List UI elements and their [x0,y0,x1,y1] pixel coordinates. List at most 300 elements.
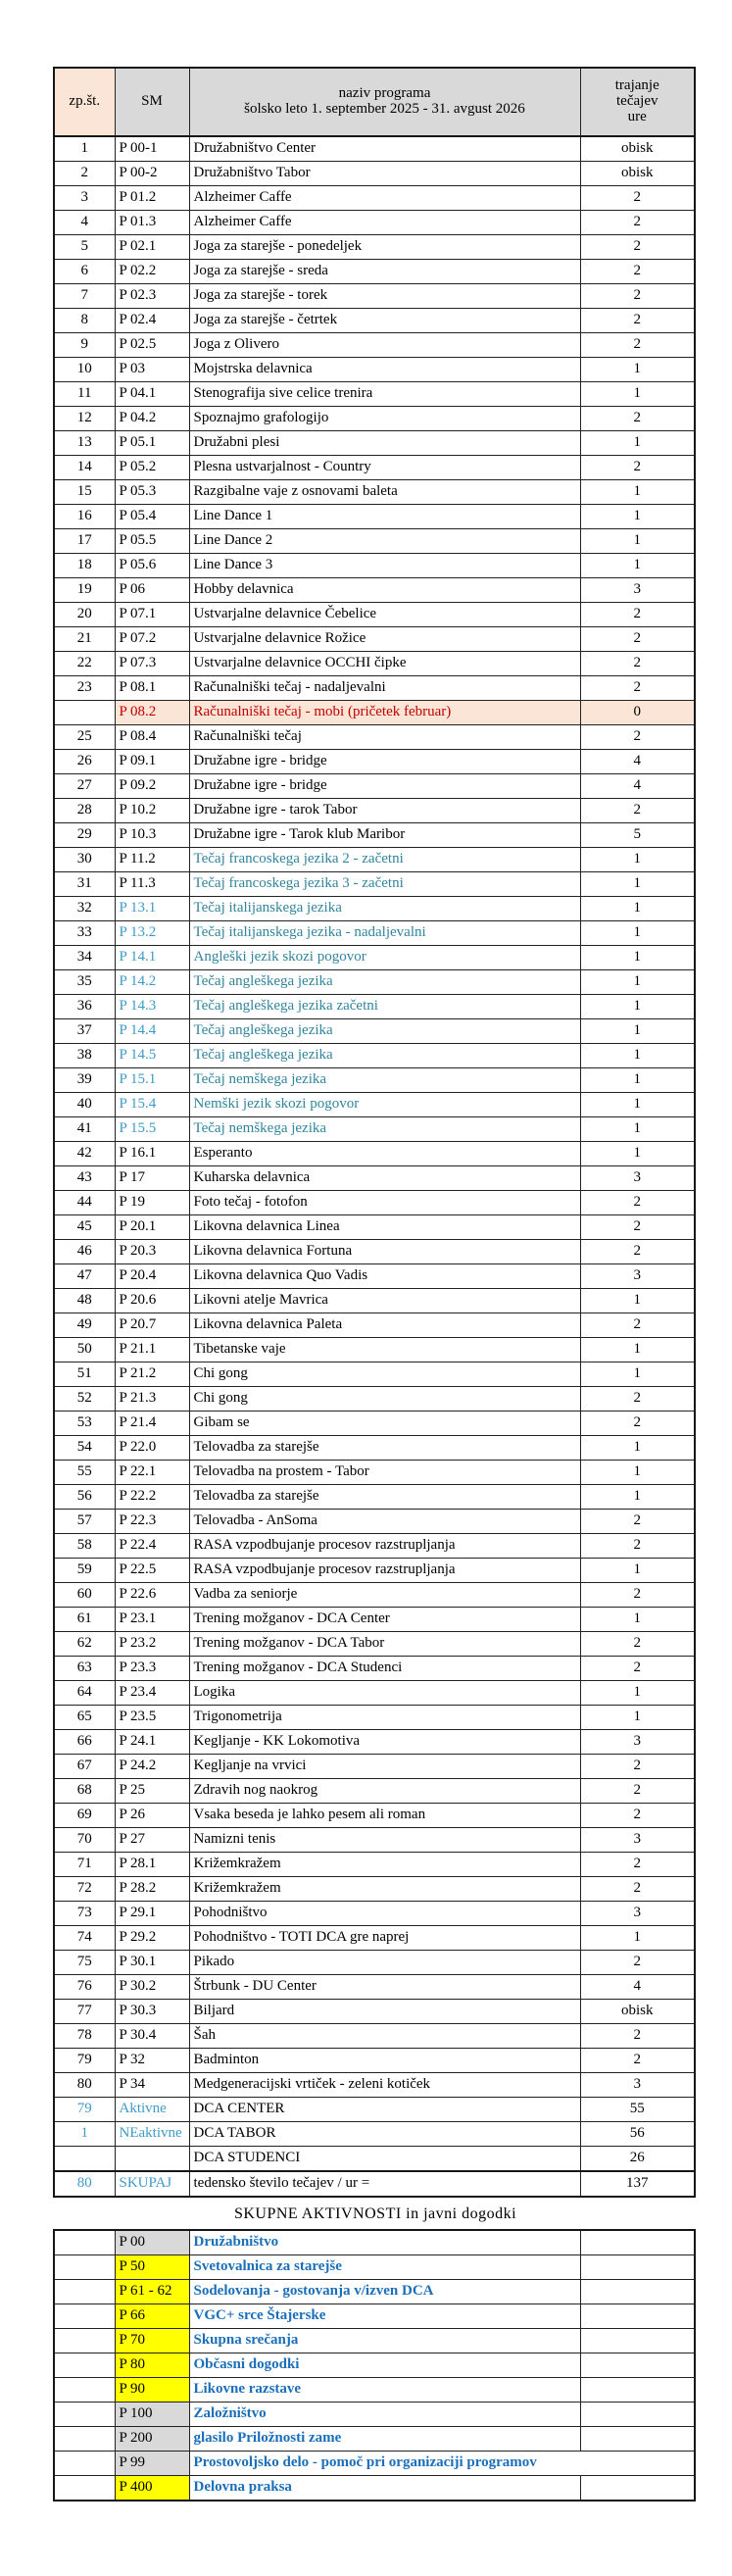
duration-cell: 4 [580,1975,695,2000]
row-number-cell [54,2476,115,2502]
duration-cell: 1 [580,529,695,554]
duration-cell: 1 [580,921,695,946]
program-name-cell: Zdravih nog naokrog [189,1779,580,1804]
duration-cell [580,2230,695,2255]
table-row [54,1657,695,1681]
program-name-cell: Ustvarjalne delavnice Čebelice [189,603,580,627]
duration-header-line3: ure [627,108,647,124]
table-row [54,921,695,946]
program-name-cell: Joga z Olivero [189,333,580,358]
program-name-cell: Družabne igre - bridge [189,750,580,774]
program-name-cell: Likovna delavnica Paleta [189,1313,580,1338]
row-number-cell: 21 [54,627,115,652]
row-number-cell: 51 [54,1362,115,1387]
sm-code-cell: P 23.1 [115,1608,189,1632]
program-name-cell: Računalniški tečaj - nadaljevalni [189,676,580,701]
duration-cell: 26 [580,2147,695,2172]
duration-cell: 1 [580,970,695,995]
row-number-cell: 46 [54,1240,115,1264]
sm-code-cell: P 20.3 [115,1240,189,1264]
sm-code-cell: P 15.4 [115,1093,189,1117]
row-number-cell: 54 [54,1436,115,1461]
duration-cell: 4 [580,750,695,774]
program-name-cell: DCA STUDENCI [189,2147,580,2172]
sm-code-cell: P 99 [115,2452,189,2476]
duration-cell: 2 [580,1632,695,1657]
row-number-cell: 38 [54,1044,115,1068]
program-name-cell: Tečaj italijanskega jezika [189,897,580,921]
duration-cell: obisk [580,2000,695,2024]
duration-cell: 2 [580,652,695,676]
duration-cell: 1 [580,1461,695,1485]
row-number-cell: 66 [54,1730,115,1755]
table-row [54,1191,695,1215]
table-row [54,211,695,235]
row-number-cell: 23 [54,676,115,701]
sm-code-cell: P 05.4 [115,505,189,529]
row-number-cell: 56 [54,1485,115,1510]
row-number-cell: 41 [54,1117,115,1142]
duration-cell: 3 [580,2073,695,2098]
duration-cell [580,2329,695,2353]
duration-cell [580,2403,695,2427]
table-row [54,2049,695,2073]
program-name-cell: Medgeneracijski vrtiček - zeleni kotiček [189,2073,580,2098]
sm-code-cell: P 23.5 [115,1706,189,1730]
sm-code-cell: P 05.6 [115,554,189,578]
table-row [54,652,695,676]
table-row [54,676,695,701]
table-row [54,1387,695,1412]
duration-cell: 2 [580,1853,695,1877]
row-number-cell: 57 [54,1510,115,1534]
row-number-cell: 53 [54,1412,115,1436]
duration-cell: 1 [580,1706,695,1730]
duration-cell: 1 [580,1289,695,1313]
section-title: SKUPNE AKTIVNOSTI in javni dogodki [233,2205,517,2222]
program-name-cell: Likovna delavnica Linea [189,1215,580,1240]
duration-cell: 2 [580,1779,695,1804]
row-number-cell: 17 [54,529,115,554]
table-row [54,1755,695,1779]
row-number-cell: 10 [54,358,115,382]
duration-cell: 2 [580,235,695,260]
duration-cell: 1 [580,1559,695,1583]
table-row [54,1632,695,1657]
row-number-cell: 37 [54,1019,115,1044]
table-row [54,2452,695,2476]
table-row [54,1779,695,1804]
table-row [54,554,695,578]
table-row [54,456,695,480]
program-name-cell: Družabne igre - Tarok klub Maribor [189,823,580,848]
table-row [54,578,695,603]
sm-code-cell: P 32 [115,2049,189,2073]
program-name-cell: Angleški jezik skozi pogovor [189,946,580,970]
sm-code-cell: P 06 [115,578,189,603]
duration-cell: 1 [580,995,695,1019]
sm-code-cell: P 14.5 [115,1044,189,1068]
sm-code-cell: P 00 [115,2230,189,2255]
sm-code-cell: P 30.3 [115,2000,189,2024]
program-name-cell: Spoznajmo grafologijo [189,407,580,431]
row-number-cell: 44 [54,1191,115,1215]
sm-code-cell: P 13.2 [115,921,189,946]
table-row [54,186,695,211]
duration-cell: 1 [580,1485,695,1510]
duration-cell: 1 [580,872,695,897]
row-number-cell: 78 [54,2024,115,2049]
sm-code-cell: P 200 [115,2427,189,2452]
duration-cell: 3 [580,1902,695,1926]
duration-cell: 2 [580,260,695,284]
row-number-cell [54,2353,115,2378]
sm-code-cell: P 22.2 [115,1485,189,1510]
duration-cell: 4 [580,774,695,799]
sm-code-cell: P 90 [115,2378,189,2403]
duration-cell: 2 [580,1804,695,1828]
duration-cell [580,2427,695,2452]
row-number-cell: 61 [54,1608,115,1632]
duration-cell: 2 [580,407,695,431]
duration-cell: 2 [580,627,695,652]
row-number-cell [54,701,115,725]
table-row [54,2280,695,2304]
duration-cell: 1 [580,848,695,872]
table-row [54,333,695,358]
row-number-cell: 2 [54,162,115,186]
sm-code-cell: P 05.2 [115,456,189,480]
sm-code-cell: P 400 [115,2476,189,2502]
row-number-cell: 40 [54,1093,115,1117]
sm-code-cell: P 26 [115,1804,189,1828]
sm-code-cell: NEaktivne [115,2122,189,2147]
program-name-cell: Logika [189,1681,580,1706]
row-number-cell: 62 [54,1632,115,1657]
duration-cell: 2 [580,1510,695,1534]
sm-code-cell: P 01.3 [115,211,189,235]
table-row [54,2329,695,2353]
row-number-cell: 4 [54,211,115,235]
row-number-cell: 25 [54,725,115,750]
program-name-cell: Chi gong [189,1362,580,1387]
row-number-cell: 6 [54,260,115,284]
sm-code-cell: P 05.3 [115,480,189,505]
table-row [54,1510,695,1534]
row-number-cell: 14 [54,456,115,480]
program-name-cell: Likovna delavnica Quo Vadis [189,1264,580,1289]
sm-code-cell: P 05.5 [115,529,189,554]
program-name-cell: DCA TABOR [189,2122,580,2147]
duration-cell: 55 [580,2098,695,2122]
row-number-cell: 59 [54,1559,115,1583]
table-row [54,1215,695,1240]
program-name-cell: DCA CENTER [189,2098,580,2122]
program-name-cell: Line Dance 2 [189,529,580,554]
row-number-cell: 31 [54,872,115,897]
sm-code-cell: P 22.0 [115,1436,189,1461]
sm-code-cell: P 10.3 [115,823,189,848]
program-name-cell: Štrbunk - DU Center [189,1975,580,2000]
activity-name-cell: Založništvo [189,2403,580,2427]
row-number-cell: 19 [54,578,115,603]
activity-name-cell: Svetovalnica za starejše [189,2255,580,2280]
program-name-cell: Družabne igre - bridge [189,774,580,799]
sm-code-cell: P 07.3 [115,652,189,676]
sm-code-cell: P 34 [115,2073,189,2098]
duration-cell [580,2255,695,2280]
row-number-cell: 22 [54,652,115,676]
duration-cell: 2 [580,1951,695,1975]
table-row [54,1804,695,1828]
program-name-cell: Namizni tenis [189,1828,580,1853]
table-row [54,2427,695,2452]
table-row [54,1583,695,1608]
program-name-cell: Likovna delavnica Fortuna [189,1240,580,1264]
header-cell-duration [580,68,695,136]
program-name-cell: Družabni plesi [189,431,580,456]
program-name-cell: Pohodništvo - TOTI DCA gre naprej [189,1926,580,1951]
table-row [54,1117,695,1142]
duration-cell: 2 [580,1583,695,1608]
sm-code-cell: P 08.4 [115,725,189,750]
sm-code-cell: P 00-2 [115,162,189,186]
program-name-cell: Tečaj nemškega jezika [189,1117,580,1142]
summary-row [54,2147,695,2172]
table-row [54,1681,695,1706]
program-name-cell: Esperanto [189,1142,580,1166]
row-number-cell: 55 [54,1461,115,1485]
sm-code-cell: P 05.1 [115,431,189,456]
program-name-cell: Joga za starejše - torek [189,284,580,309]
duration-cell: 1 [580,480,695,505]
row-number-cell: 18 [54,554,115,578]
duration-cell: 2 [580,1215,695,1240]
sm-code-cell: P 02.4 [115,309,189,333]
row-number-cell: 69 [54,1804,115,1828]
table-row [54,848,695,872]
program-name-cell: RASA vzpodbujanje procesov razstrupljanja [189,1559,580,1583]
table-row [54,2476,695,2502]
table-row [54,1926,695,1951]
sm-code-cell: P 04.1 [115,382,189,407]
table-row [54,407,695,431]
header-row [54,68,695,136]
duration-cell: 1 [580,1093,695,1117]
sm-code-cell: P 14.1 [115,946,189,970]
program-name-cell: Joga za starejše - ponedeljek [189,235,580,260]
program-name-cell: Družabništvo Tabor [189,162,580,186]
row-number-cell: 63 [54,1657,115,1681]
table-row [54,480,695,505]
sm-code-cell: P 61 - 62 [115,2280,189,2304]
duration-cell: 0 [580,701,695,725]
table-row [54,970,695,995]
program-name-cell: Tečaj angleškega jezika [189,1044,580,1068]
program-name-cell: RASA vzpodbujanje procesov razstrupljanja [189,1534,580,1559]
sm-code-cell: P 07.2 [115,627,189,652]
row-number-cell: 20 [54,603,115,627]
row-number-cell [54,2427,115,2452]
sm-code-cell: P 14.4 [115,1019,189,1044]
program-name-cell: Nemški jezik skozi pogovor [189,1093,580,1117]
sm-code-cell: P 29.2 [115,1926,189,1951]
duration-cell: 2 [580,676,695,701]
sm-code-cell: P 22.3 [115,1510,189,1534]
program-name-cell: Križemkražem [189,1877,580,1902]
sm-code-cell: P 22.5 [115,1559,189,1583]
table-row [54,1828,695,1853]
activity-name-cell: glasilo Priložnosti zame [189,2427,580,2452]
duration-cell: 2 [580,284,695,309]
duration-header-line1: trajanje [614,77,659,94]
activities-table-body [54,2230,695,2501]
sm-code-cell: P 11.2 [115,848,189,872]
sm-code-cell: P 15.1 [115,1068,189,1093]
table-row [54,1534,695,1559]
program-name-cell: Računalniški tečaj [189,725,580,750]
duration-cell: 2 [580,456,695,480]
row-number-cell: 45 [54,1215,115,1240]
row-number-cell: 7 [54,284,115,309]
table-row [54,1240,695,1264]
program-name-cell: Stenografija sive celice trenira [189,382,580,407]
table-row [54,1362,695,1387]
duration-cell: 2 [580,603,695,627]
program-name-cell: Trening možganov - DCA Studenci [189,1657,580,1681]
table-row [54,1853,695,1877]
program-name-cell: Foto tečaj - fotofon [189,1191,580,1215]
program-name-cell: Trening možganov - DCA Tabor [189,1632,580,1657]
row-number-cell: 52 [54,1387,115,1412]
sm-code-cell: P 28.2 [115,1877,189,1902]
duration-cell: 1 [580,1068,695,1093]
table-row [54,774,695,799]
row-number-cell: 30 [54,848,115,872]
sm-code-cell: P 04.2 [115,407,189,431]
sm-code-cell: P 70 [115,2329,189,2353]
program-table [53,67,696,2198]
row-number-cell: 8 [54,309,115,333]
row-number-cell: 27 [54,774,115,799]
program-name-cell: Hobby delavnica [189,578,580,603]
sm-code-cell: P 20.6 [115,1289,189,1313]
row-number-cell: 47 [54,1264,115,1289]
program-name-cell: Tečaj nemškega jezika [189,1068,580,1093]
table-row [54,2304,695,2329]
duration-cell: 2 [580,1240,695,1264]
program-name-cell: Alzheimer Caffe [189,186,580,211]
activity-name-cell: Likovne razstave [189,2378,580,2403]
program-name-cell: Šah [189,2024,580,2049]
table-row [54,701,695,725]
table-row [54,309,695,333]
sm-code-cell: P 13.1 [115,897,189,921]
header-cell-program-name [189,68,580,136]
sm-code-cell: P 02.2 [115,260,189,284]
sm-code-cell: P 66 [115,2304,189,2329]
row-number-cell: 15 [54,480,115,505]
duration-cell: 1 [580,946,695,970]
duration-cell: 1 [580,554,695,578]
duration-cell [580,2378,695,2403]
row-number-cell: 1 [54,136,115,162]
table-row [54,1485,695,1510]
duration-cell: 2 [580,1191,695,1215]
sm-code-cell: P 24.2 [115,1755,189,1779]
duration-cell: 2 [580,1877,695,1902]
table-row [54,1559,695,1583]
table-row [54,529,695,554]
row-number-cell: 75 [54,1951,115,1975]
table-row [54,627,695,652]
row-number-cell: 50 [54,1338,115,1362]
duration-cell: 2 [580,333,695,358]
table-row [54,358,695,382]
sm-code-cell: P 22.4 [115,1534,189,1559]
program-name-cell: Družabništvo Center [189,136,580,162]
row-number-cell: 68 [54,1779,115,1804]
duration-cell [580,2304,695,2329]
row-number-cell: 80 [54,2073,115,2098]
header-cell-sm: SM [115,68,189,136]
table-row [54,2024,695,2049]
summary-row [54,2122,695,2147]
sm-code-cell: P 20.7 [115,1313,189,1338]
table-row [54,1461,695,1485]
table-row [54,1313,695,1338]
program-name-cell: Tečaj angleškega jezika [189,970,580,995]
duration-cell: 1 [580,505,695,529]
sm-code-cell: P 21.3 [115,1387,189,1412]
sm-code-cell: P 21.4 [115,1412,189,1436]
row-number-cell: 36 [54,995,115,1019]
row-number-cell: 73 [54,1902,115,1926]
row-number-cell: 49 [54,1313,115,1338]
program-name-cell: Trening možganov - DCA Center [189,1608,580,1632]
sm-code-cell: P 17 [115,1166,189,1191]
program-name-header-line2: šolsko leto 1. september 2025 - 31. avgust 2026 [244,101,525,117]
row-number-cell: 1 [54,2122,115,2147]
sm-code-cell: P 02.3 [115,284,189,309]
duration-cell: 1 [580,431,695,456]
table-row [54,995,695,1019]
row-number-cell: 28 [54,799,115,823]
program-name-cell: Gibam se [189,1412,580,1436]
duration-cell: 1 [580,1608,695,1632]
row-number-cell: 48 [54,1289,115,1313]
sm-code-cell: P 02.5 [115,333,189,358]
row-number-cell: 26 [54,750,115,774]
program-name-cell: Line Dance 1 [189,505,580,529]
summary-row [54,2171,695,2197]
row-number-cell: 32 [54,897,115,921]
program-name-cell: Joga za starejše - sreda [189,260,580,284]
table-row [54,235,695,260]
duration-cell: 1 [580,1362,695,1387]
program-name-cell: Družabne igre - tarok Tabor [189,799,580,823]
row-number-cell: 79 [54,2049,115,2073]
activity-name-cell: Občasni dogodki [189,2353,580,2378]
sm-code-cell: P 09.1 [115,750,189,774]
duration-cell: 1 [580,1142,695,1166]
duration-cell: 2 [580,2049,695,2073]
row-number-cell [54,2280,115,2304]
table-row [54,1730,695,1755]
sm-code-cell: P 19 [115,1191,189,1215]
program-name-cell: Pohodništvo [189,1902,580,1926]
duration-cell: 1 [580,1436,695,1461]
